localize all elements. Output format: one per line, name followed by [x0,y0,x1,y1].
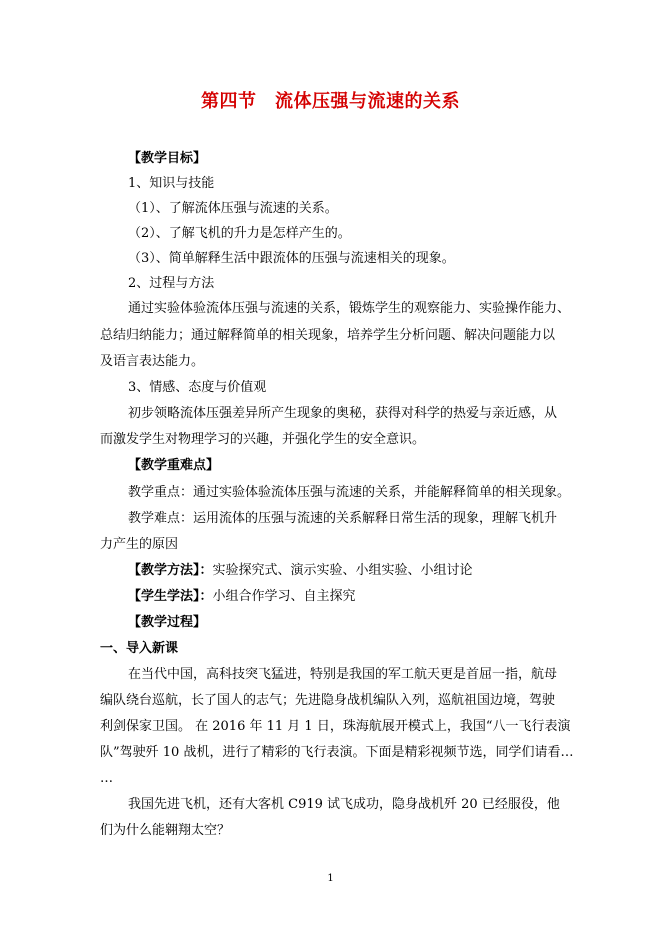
page-number: 1 [327,873,334,884]
process-heading: 【教学过程】 [128,615,207,630]
objective-1-item: （3）、简单解释生活中跟流体的压强与流速相关的现象。 [128,251,455,266]
difficult-point-text: 力产生的原因 [100,537,179,552]
study-method-label: 【学生学法】： [128,589,213,604]
intro-text: 利剑保家卫国。 在 2016 年 11 月 1 日，珠海航展开模式上，我国“八一飞行表演 [100,719,571,734]
objective-3-heading: 3、情感、态度与价值观 [128,380,267,395]
objectives-heading: 【教学目标】 [128,151,207,166]
objective-2-text: 通过实验体验流体压强与流速的关系，锻炼学生的观察能力、实验操作能力、 [128,301,571,316]
intro-text: 在当代中国，高科技突飞猛进，特别是我国的军工航天更是首屈一指，航母 [128,667,558,682]
study-method-text: 小组合作学习、自主探究 [212,589,356,604]
teaching-method [128,562,473,579]
objective-2-heading: 2、过程与方法 [128,276,215,291]
objective-1-item: （1）、了解流体压强与流速的关系。 [128,201,338,216]
question-text: 们为什么能翱翔太空？ [100,823,231,838]
objective-2-text: 总结归纳能力；通过解释简单的相关现象，培养学生分析问题、解决问题能力以 [100,328,556,343]
intro-text: … [100,771,113,786]
objective-1-heading: 1、知识与技能 [128,176,215,191]
question-text: 我国先进飞机，还有大客机 C919 试飞成功，隐身战机歼 20 已经服役，他 [128,797,560,812]
objective-1-item: （2）、了解飞机的升力是怎样产生的。 [128,226,351,241]
objective-3-text: 初步领略流体压强差异所产生现象的奥秘，获得对科学的热爱与亲近感，从 [128,406,558,421]
intro-text: 编队绕台巡航，长了国人的志气；先进隐身战机编队入列，巡航祖国边境，驾驶 [100,693,556,708]
key-points-heading: 【教学重难点】 [128,458,220,473]
part-1-heading: 一、导入新课 [100,641,179,656]
objective-2-text: 及语言表达能力。 [100,354,205,369]
teaching-method-label: 【教学方法】： [128,563,213,578]
teaching-method-text: 实验探究式、演示实验、小组实验、小组讨论 [212,563,473,578]
intro-text: 队”驾驶歼 10 战机，进行了精彩的飞行表演。下面是精彩视频节选，同学们请看… [100,745,574,760]
key-point-text: 教学重点：通过实验体验流体压强与流速的关系，并能解释简单的相关现象。 [128,485,571,500]
page-title: 第四节 流体压强与流速的关系 [201,91,460,112]
objective-3-text: 而激发学生对物理学习的兴趣，并强化学生的安全意识。 [100,432,426,447]
study-method [128,588,356,605]
difficult-point-text: 教学难点：运用流体的压强与流速的关系解释日常生活的现象，理解飞机升 [128,511,558,526]
